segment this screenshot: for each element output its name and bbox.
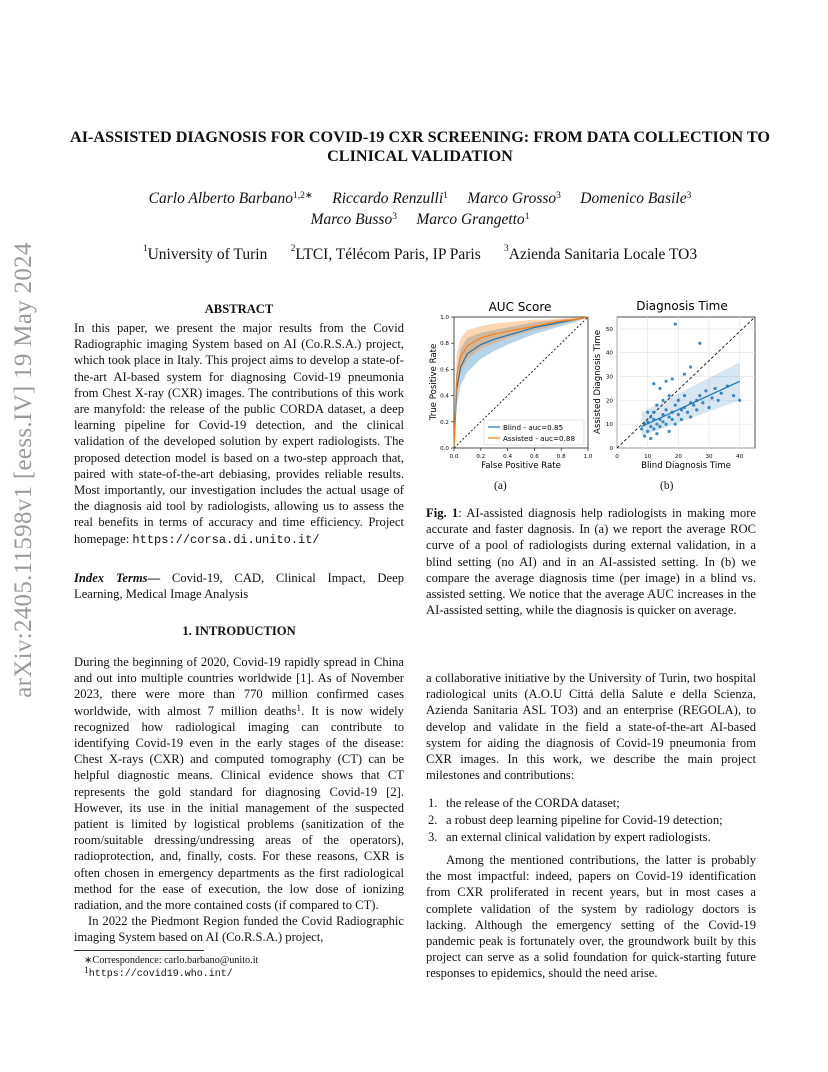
affil-mark: 3 (504, 244, 509, 254)
index-terms-label: Index Terms— (74, 571, 161, 585)
scatter-point (732, 394, 735, 397)
affiliation: Azienda Sanitaria Locale TO3 (508, 246, 698, 263)
x-tick-label: 1.0 (583, 454, 593, 460)
list-item (428, 829, 756, 846)
x-tick-label: 0.8 (556, 454, 566, 460)
scatter-point (674, 404, 677, 407)
scatter-point (671, 377, 674, 380)
scatter-point (707, 406, 710, 409)
scatter-point (671, 418, 674, 421)
intro-paragraph: In 2022 the Piedmont Region funded the Covid Radiographic imaging System based on AI (Co.R.S.A.) project, (74, 914, 404, 945)
figure-1 (424, 296, 762, 476)
scatter-point (655, 404, 658, 407)
chart-a-title: AUC Score (488, 300, 552, 314)
affiliation: LTCI, Télécom Paris, IP Paris (295, 246, 481, 263)
scatter-point (692, 404, 695, 407)
scatter-point (689, 415, 692, 418)
x-tick-label: 0 (615, 454, 619, 460)
y-tick-label: 1.0 (440, 315, 449, 321)
scatter-point (649, 415, 652, 418)
y-tick-label: 30 (605, 374, 613, 381)
scatter-point (738, 399, 741, 402)
scatter-point (680, 418, 683, 421)
x-tick-label: 40 (736, 454, 744, 460)
author: Marco Busso (310, 211, 393, 228)
scatter-point (668, 430, 671, 433)
chart-a-ylabel: True Positive Rate (429, 343, 439, 421)
intro-body (74, 654, 404, 946)
x-tick-label: 10 (644, 454, 652, 460)
list-number: 3. (428, 830, 438, 844)
footnotes (84, 954, 404, 981)
author-affil-mark: 3 (392, 212, 397, 222)
list-text: an external clinical validation by expert radiologists. (446, 830, 711, 844)
footnote-rule (74, 950, 204, 951)
author-affil-mark: 1,2∗ (293, 191, 313, 201)
arxiv-identifier: arXiv:2405.11598v1 [eess.IV] 19 May 2024 (10, 242, 37, 698)
x-tick-label: 30 (705, 454, 713, 460)
author-affil-mark: 1 (524, 212, 530, 222)
affiliations (70, 246, 770, 264)
figure-caption (426, 505, 756, 618)
x-tick-label: 0.2 (476, 454, 486, 460)
y-tick-label: 0.0 (440, 446, 449, 452)
scatter-point (686, 411, 689, 414)
y-tick-label: 20 (605, 398, 613, 405)
list-item (428, 795, 756, 812)
subfigure-label-b: (b) (660, 480, 674, 492)
scatter-point (674, 423, 677, 426)
scatter-point (655, 432, 658, 435)
list-number: 2. (428, 813, 438, 827)
footnote-mark: 1 (84, 966, 89, 976)
scatter-point (655, 423, 658, 426)
author-affil-mark: 1 (443, 191, 448, 201)
right-column-text-2 (426, 852, 756, 982)
author-affil-mark: 3 (556, 191, 561, 201)
paragraph: Among the mentioned contributions, the latter is probably the most impactful: indeed, papers on Covid-19 identification from CXR proliferated in recent years, but in most cases a complete validation of the system by radiology doctors is lacking. Although the emergency setting of the Covid-19 pandemic peak is fortunately over, the groundwork built by this project can serve as a solid foundation for quick-starting future responses to epidemics, should the need arise. (426, 853, 756, 981)
scatter-point (652, 411, 655, 414)
y-tick-label: 50 (605, 326, 613, 333)
abstract-body (74, 320, 404, 548)
contributions-list (428, 795, 756, 846)
scatter-point (664, 380, 667, 383)
affil-mark: 1 (142, 244, 148, 254)
scatter-point (714, 387, 717, 390)
arxiv-sidebar (0, 242, 52, 698)
scatter-point (649, 437, 652, 440)
affil-mark: 2 (290, 244, 296, 254)
right-column-text (426, 670, 756, 783)
chart-b-ylabel: Assisted Diagnosis Time (593, 329, 603, 435)
chart-b-title: Diagnosis Time (636, 299, 728, 313)
scatter-point (668, 394, 671, 397)
intro-text: . It is now widely recognized how radiological imaging can contribute to identifying Covid-19 even in the early stages of the disease: Chest X-rays (CXR) and computed tomography (CT) can be helpful diagnostic means. Clinical evidence shows that CT represents the gold standard for diagnosing Covid-19 [2]. However, its use in the initial management of the suspected patient is limited by logistical problems (sanitization of the room/suitable dressing/undressing areas of the operators), radioprotection, and, finally, costs. For these reasons, CXR is often chosen in emergency departments as the first radiological method for the ease of execution, the low dose of ionizing radiation, and the more contained costs (if compared to CT). (74, 703, 404, 913)
y-tick-label: 0.2 (440, 419, 449, 426)
scatter-point (664, 408, 667, 411)
scatter-point (652, 382, 655, 385)
legend-label-assisted: Assisted - auc=0.88 (503, 434, 576, 443)
caption-text: : AI-assisted diagnosis help radiologists in making more accurate and faster dagnosis. In (a) we report the average ROC curve of a pool of radiologists during external validation, in a blind setting (no AI) and in an AI-assisted setting. In (b) we compare the average diagnosis time (per image) in a blind vs. assisted setting. We notice that the average AUC increases in the AI-assisted setting, while the diagnosis is quicker on average. (426, 506, 756, 618)
scatter-point (658, 387, 661, 390)
scatter-point (674, 323, 677, 326)
scatter-point (677, 413, 680, 416)
author-list (70, 188, 770, 230)
scatter-point (683, 373, 686, 376)
paper-title: AI-ASSISTED DIAGNOSIS FOR COVID-19 CXR SCREENING: FROM DATA COLLECTION TO CLINICAL VALIDATION (70, 128, 770, 165)
x-tick-label: 0.4 (503, 454, 513, 460)
scatter-point (640, 427, 643, 430)
intro-text: During the beginning of 2020, Covid-19 rapidly spread in China and out into multiple countries worldwide [1]. As of November 2023, there were more than 770 million confirmed cases worldwide, with almost 7 million deaths (74, 655, 404, 718)
x-tick-label: 20 (674, 454, 682, 460)
scatter-point (658, 425, 661, 428)
scatter-point (652, 427, 655, 430)
scatter-point (689, 365, 692, 368)
scatter-point (664, 423, 667, 426)
scatter-point (701, 401, 704, 404)
scatter-point (661, 399, 664, 402)
footnote-mark: 1 (296, 703, 302, 714)
scatter-point (698, 394, 701, 397)
chart-a-xlabel: False Positive Rate (481, 461, 561, 471)
chart-b-xlabel: Blind Diagnosis Time (641, 461, 731, 471)
y-tick-label: 0.6 (440, 367, 449, 374)
scatter-point (668, 415, 671, 418)
caption-label: Fig. 1 (426, 506, 459, 520)
scatter-point (677, 399, 680, 402)
scatter-point (643, 434, 646, 437)
y-tick-label: 40 (605, 350, 613, 357)
footnote-correspondence: ∗Correspondence: carlo.barbano@unito.it (84, 955, 259, 966)
x-tick-label: 0.6 (529, 454, 539, 460)
scatter-point (646, 430, 649, 433)
author: Carlo Alberto Barbano (148, 190, 294, 207)
author-affil-mark: 3 (686, 191, 692, 201)
chart-a-legend (484, 420, 584, 445)
index-terms (74, 570, 404, 602)
subfigure-label-a: (a) (494, 480, 507, 492)
affiliation: University of Turin (147, 246, 268, 263)
scatter-point (698, 342, 701, 345)
author: Riccardo Renzulli (332, 190, 444, 207)
legend-label-blind: Blind - auc=0.85 (503, 423, 564, 432)
scatter-point (683, 394, 686, 397)
x-tick-label: 0.0 (449, 454, 459, 460)
scatter-point (646, 411, 649, 414)
chart-diagnosis-time (593, 299, 755, 471)
y-tick-label: 0.4 (440, 393, 449, 400)
abstract-heading: ABSTRACT (204, 302, 274, 316)
scatter-point (717, 399, 720, 402)
list-text: a robust deep learning pipeline for Covid-19 detection; (446, 813, 723, 827)
scatter-point (661, 420, 664, 423)
footnote-link[interactable]: https://covid19.who.int/ (88, 969, 233, 980)
y-tick-label: 0.8 (440, 341, 449, 348)
project-homepage-link[interactable]: https://corsa.di.unito.it/ (132, 532, 320, 547)
intro-heading: 1. INTRODUCTION (182, 624, 296, 638)
abstract-text: In this paper, we present the major results from the Covid Radiographic imaging System based on AI (Co.R.S.A.) project, which took place in Italy. This project aims to develop a state-of-the-art AI-based system for diagnosing Covid-19 pneumonia from Chest X-ray (CXR) images. The contributions of this work are manyfold: the release of the public CORDA dataset, a deep learning pipeline for Covid-19 detection, and the clinical validation of the developed solution by expert radiologists. The proposed detection model is based on a two-step approach that, paired with state-of-the-art debiasing, provides reliable results. Most importantly, our investigation includes the actual usage of the diagnosis aid tool by radiologists, allowing us to assess the real benefits in terms of accuracy and time efficiency. Project homepage: (74, 321, 404, 546)
list-number: 1. (428, 796, 438, 810)
author: Domenico Basile (580, 190, 687, 207)
list-item (428, 812, 756, 829)
scatter-point (649, 425, 652, 428)
scatter-point (720, 392, 723, 395)
author: Marco Grangetto (416, 211, 525, 228)
author: Marco Grosso (467, 190, 557, 207)
y-tick-label: 10 (605, 422, 613, 429)
paragraph: a collaborative initiative by the University of Turin, two hospital radiological units (A.O.U Cittá della Salute e della Scienza, Azienda Sanitaria ASL TO3) and an enterprise (REGOLA), to develop and validate in the field a state-of-the-art AI-based system for aiding the diagnosis of Covid-19 pneumonia from CXR images. In this work, we describe the main project milestones and contributions: (426, 671, 756, 783)
scatter-point (695, 408, 698, 411)
scatter-point (704, 389, 707, 392)
y-tick-label: 0 (609, 446, 613, 452)
index-terms-text: Covid-19, CAD, Clinical Impact, Deep Learning, Medical Image Analysis (74, 571, 404, 602)
list-text: the release of the CORDA dataset; (446, 796, 620, 810)
scatter-point (710, 396, 713, 399)
chart-auc (429, 300, 593, 471)
